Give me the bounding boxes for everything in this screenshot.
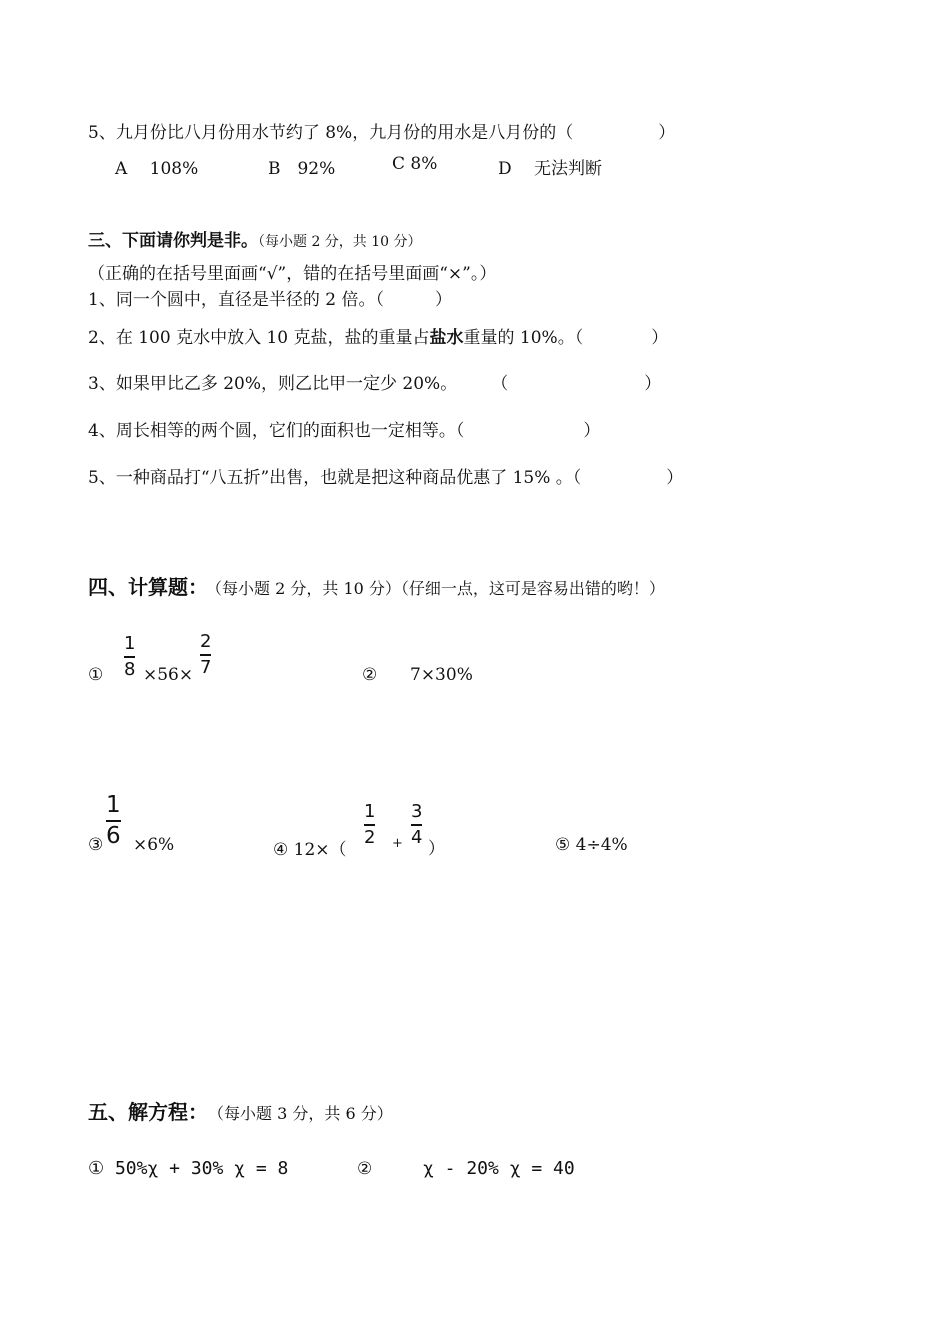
question-3-2-bold: 盐水: [429, 328, 464, 348]
fraction-denominator: 4: [411, 826, 423, 848]
problem-3-fraction: [106, 794, 121, 848]
section-5-title: 五、解方程：: [88, 1100, 208, 1124]
option-d: D 无法判断: [498, 159, 603, 179]
fraction-bar: [411, 824, 422, 826]
problem-5-expr: ⑤ 4÷4%: [555, 835, 628, 855]
fraction-bar: [124, 656, 135, 658]
fraction-bar: [200, 654, 211, 656]
question-3-2-post: 重量的 10%。（ ）: [463, 328, 669, 348]
question-3-5: 5、一种商品打“八五折”出售，也就是把这种商品优惠了 15% 。（ ）: [88, 468, 684, 488]
question-2-5: 5、九月份比八月份用水节约了 8%，九月份的用水是八月份的（ ）: [88, 123, 676, 143]
problem-4-fraction-1: [364, 803, 375, 847]
fraction-numerator: 1: [364, 801, 376, 822]
problem-4-plus: +: [392, 836, 403, 851]
section-5-note: （每小题 3 分，共 6 分）: [216, 1104, 393, 1123]
section-3-title: 三、下面请你判是非。: [88, 231, 258, 251]
problem-3-marker: ③: [88, 835, 104, 855]
option-b: B 92%: [268, 159, 336, 179]
fraction-denominator: 6: [106, 822, 121, 849]
problem-4-close: ）: [428, 839, 445, 859]
fraction-bar: [106, 820, 121, 822]
problem-4-fraction-2: [411, 803, 422, 847]
question-3-4: 4、周长相等的两个圆，它们的面积也一定相等。（ ）: [88, 421, 601, 441]
problem-3-tail: ×6%: [133, 835, 175, 855]
section-3-heading: [88, 226, 422, 251]
question-3-1: 1、同一个圆中，直径是半径的 2 倍。（ ）: [88, 290, 452, 310]
question-3-2-pre: 2、在 100 克水中放入 10 克盐，盐的重量占: [88, 328, 430, 348]
section-4-heading: [88, 571, 665, 600]
fraction-denominator: 2: [364, 826, 376, 848]
option-c: C 8%: [392, 154, 438, 174]
equation-2-marker: ②: [357, 1159, 373, 1179]
equation-2: χ - 20% χ = 40: [423, 1158, 575, 1179]
section-4-note: （每小题 2 分，共 10 分）（仔细一点，这可是容易出错的哟！）: [214, 579, 665, 598]
problem-2-expr: 7×30%: [410, 665, 473, 685]
question-3-2: [88, 323, 668, 348]
fraction-denominator: 7: [200, 656, 212, 678]
fraction-numerator: 3: [411, 801, 423, 822]
problem-2-marker: ②: [362, 665, 378, 685]
problem-1-marker: ①: [88, 665, 104, 685]
question-3-3: 3、如果甲比乙多 20%，则乙比甲一定少 20%。 （ ）: [88, 374, 662, 394]
fraction-numerator: 2: [200, 631, 212, 652]
equation-1: ① 50%χ + 30% χ = 8: [88, 1158, 289, 1179]
fraction-bar: [364, 824, 375, 826]
problem-1-mid: ×56×: [143, 665, 194, 685]
option-a: A 108%: [115, 159, 199, 179]
section-3-note: （每小题 2 分，共 10 分）: [258, 234, 422, 250]
fraction-denominator: 8: [124, 658, 136, 680]
section-5-heading: [88, 1096, 393, 1125]
section-3-instruction: （正确的在括号里面画“√”，错的在括号里面画“×”。）: [88, 264, 497, 284]
fraction-numerator: 1: [106, 792, 121, 818]
problem-4-lead: ④ 12×（: [273, 840, 347, 860]
section-4-title: 四、计算题：: [88, 575, 208, 599]
problem-1-fraction-1: [124, 635, 135, 679]
problem-1-fraction-2: [200, 633, 211, 677]
fraction-numerator: 1: [124, 633, 136, 654]
